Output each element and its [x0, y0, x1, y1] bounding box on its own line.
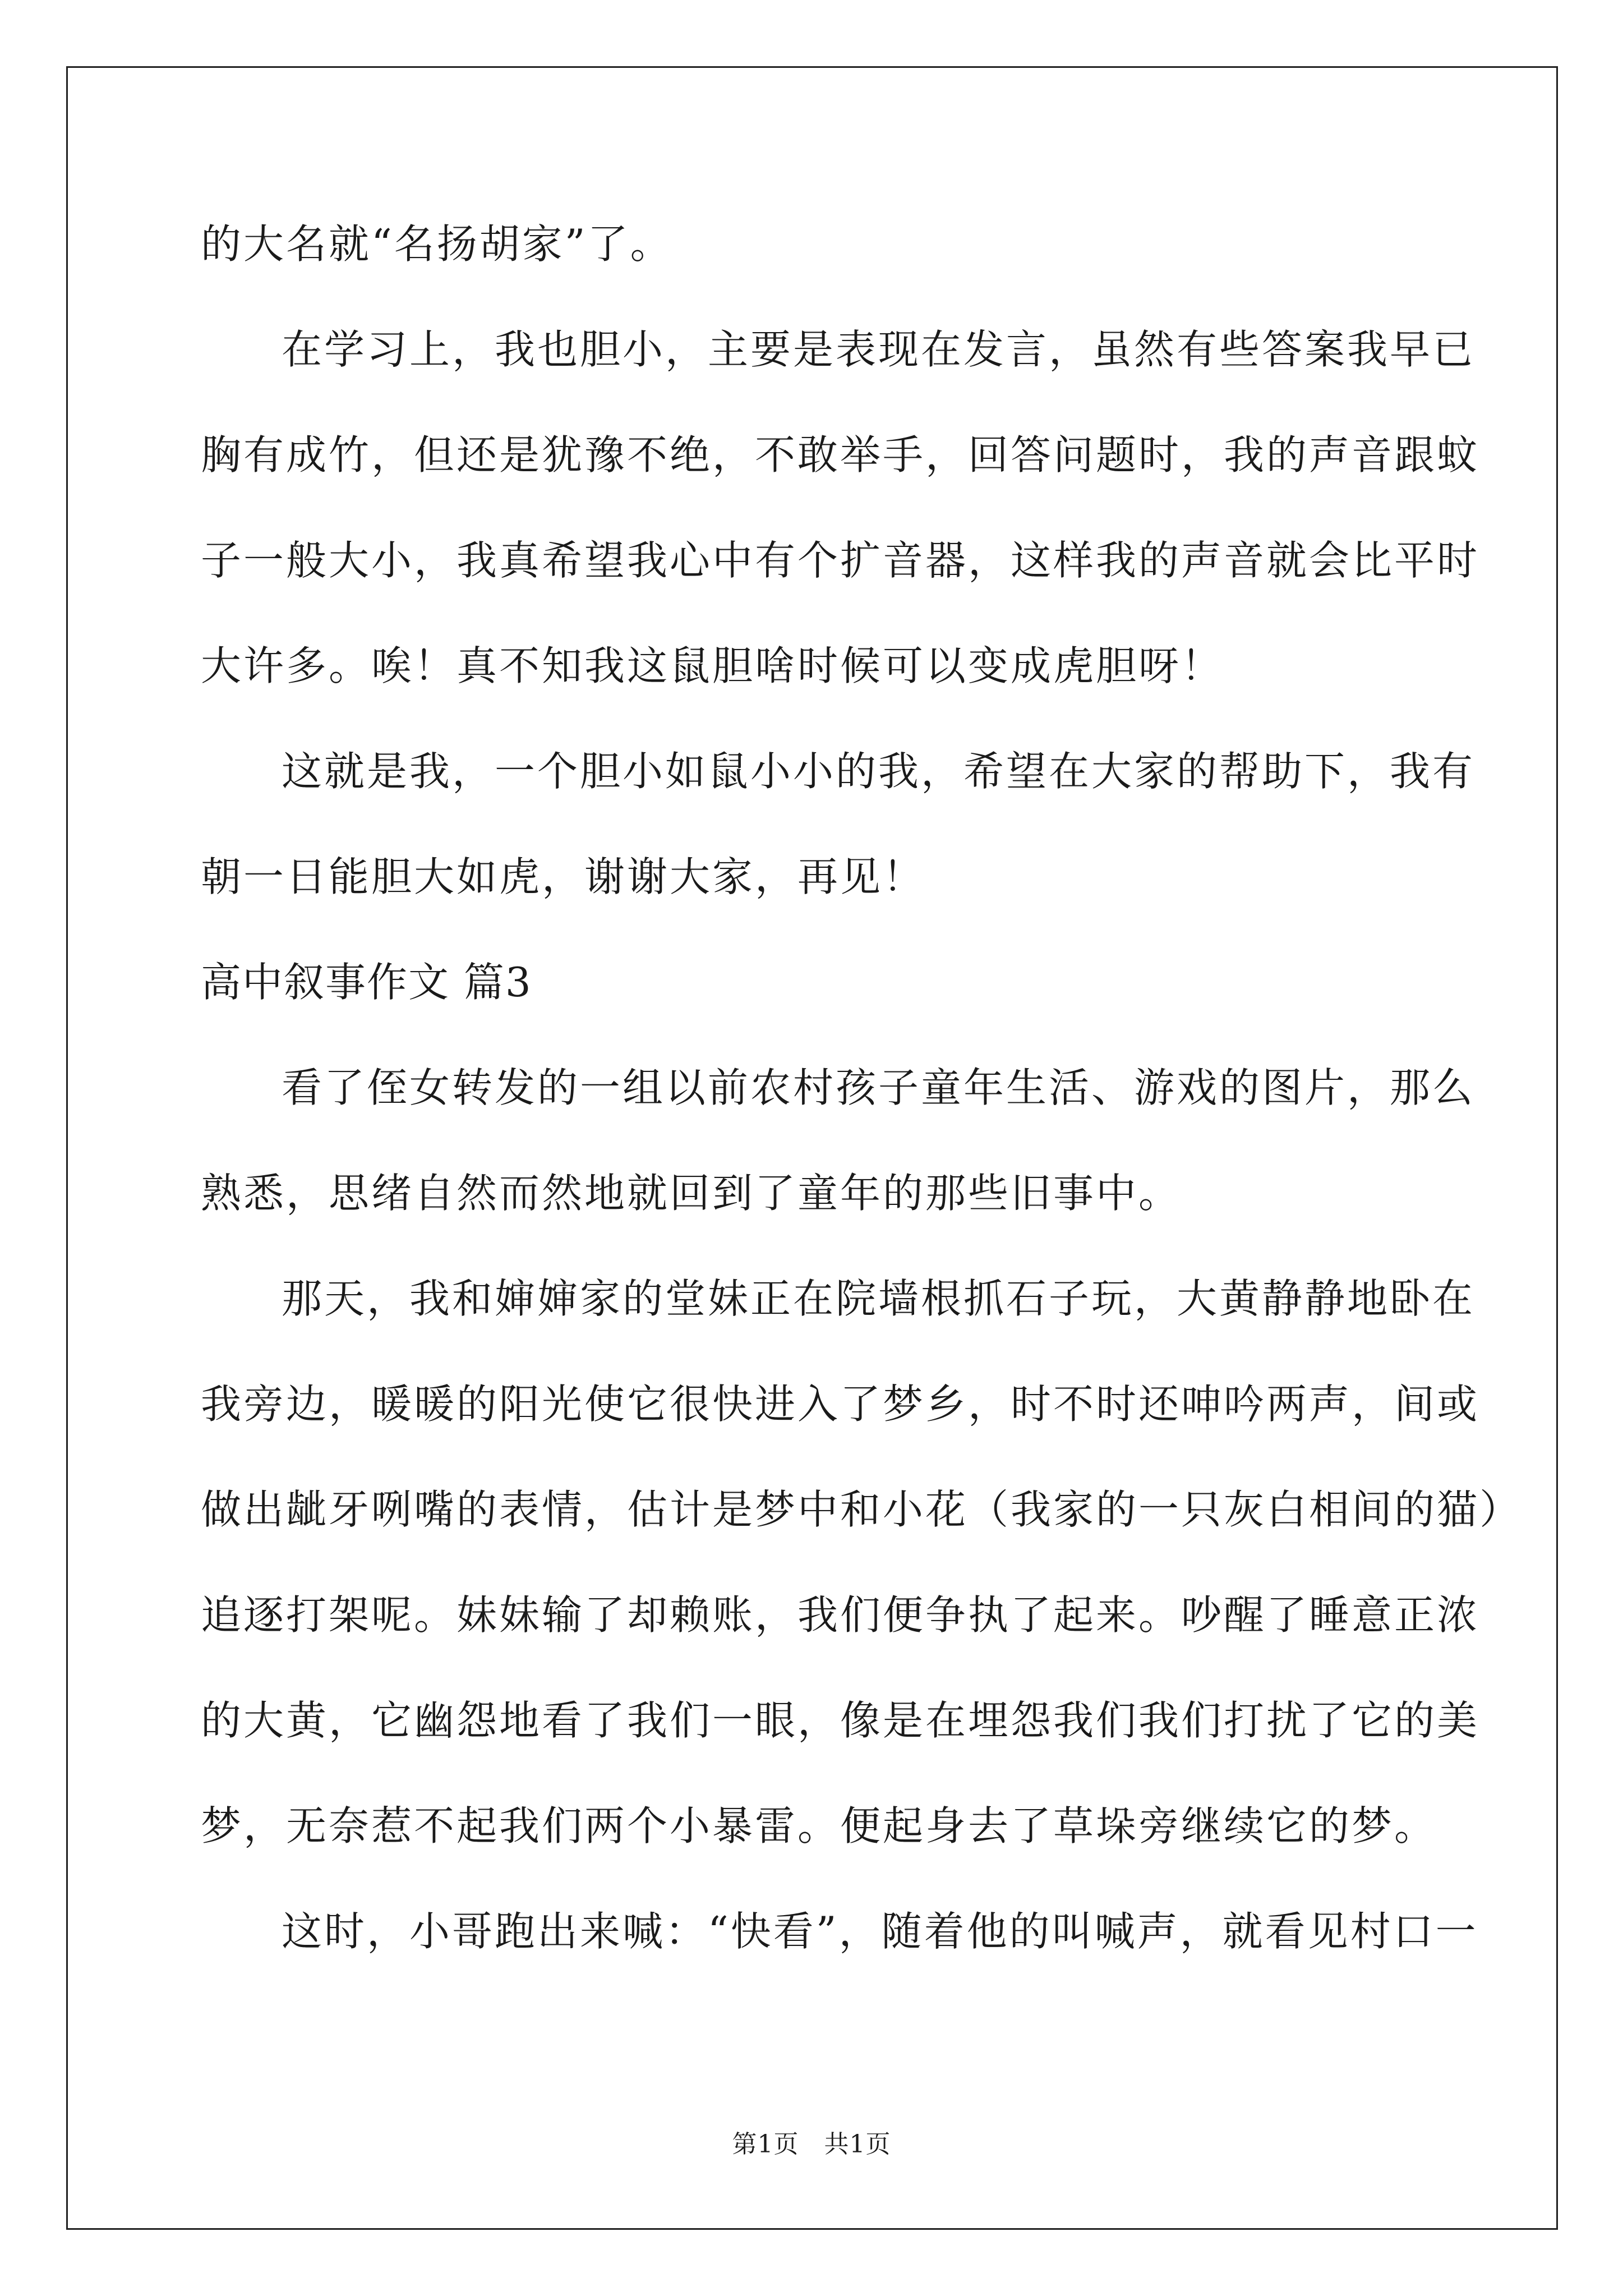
text-line-15: 的大黄，它幽怨地看了我们一眼，像是在埋怨我们我们打扰了它的美: [201, 1697, 1480, 1744]
text-line-6: 这就是我，一个胆小如鼠小小的我，希望在大家的帮助下，我有: [282, 748, 1476, 795]
text-line-10: 熟悉，思绪自然而然地就回到了童年的那些旧事中。: [201, 1170, 1182, 1217]
text-line-17: 这时，小哥跑出来喊：“快看”，随着他的叫喊声，就看见村口一: [282, 1908, 1478, 1955]
text-line-3: 胸有成竹，但还是犹豫不绝，不敢举手，回答问题时，我的声音跟蚊: [201, 431, 1480, 478]
text-line-4: 子一般大小，我真希望我心中有个扩音器，这样我的声音就会比平时: [201, 537, 1480, 584]
text-line-12: 我旁边，暖暖的阳光使它很快进入了梦乡，时不时还呻吟两声，间或: [201, 1381, 1480, 1428]
text-line-1: 的大名就“名扬胡家”了。: [201, 220, 673, 268]
text-line-9: 看了侄女转发的一组以前农村孩子童年生活、游戏的图片，那么: [282, 1064, 1476, 1111]
text-line-14: 追逐打架呢。妹妹输了却赖账，我们便争执了起来。吵醒了睡意正浓: [201, 1591, 1480, 1639]
section-heading: 高中叙事作文 篇3: [201, 959, 532, 1006]
text-line-13: 做出龇牙咧嘴的表情，估计是梦中和小花（我家的一只灰白相间的猫）: [201, 1486, 1523, 1533]
text-line-2: 在学习上，我也胆小，主要是表现在发言，虽然有些答案我早已: [282, 326, 1476, 373]
page-footer: 第1页 共1页: [732, 2130, 891, 2159]
page-border: [66, 66, 1558, 2230]
text-line-11: 那天，我和婶婶家的堂妹正在院墙根抓石子玩，大黄静静地卧在: [282, 1275, 1476, 1322]
text-line-5: 大许多。唉！真不知我这鼠胆啥时候可以变成虎胆呀！: [201, 642, 1224, 689]
text-line-7: 朝一日能胆大如虎，谢谢大家，再见！: [201, 853, 926, 900]
text-line-16: 梦，无奈惹不起我们两个小暴雷。便起身去了草垛旁继续它的梦。: [201, 1802, 1437, 1849]
